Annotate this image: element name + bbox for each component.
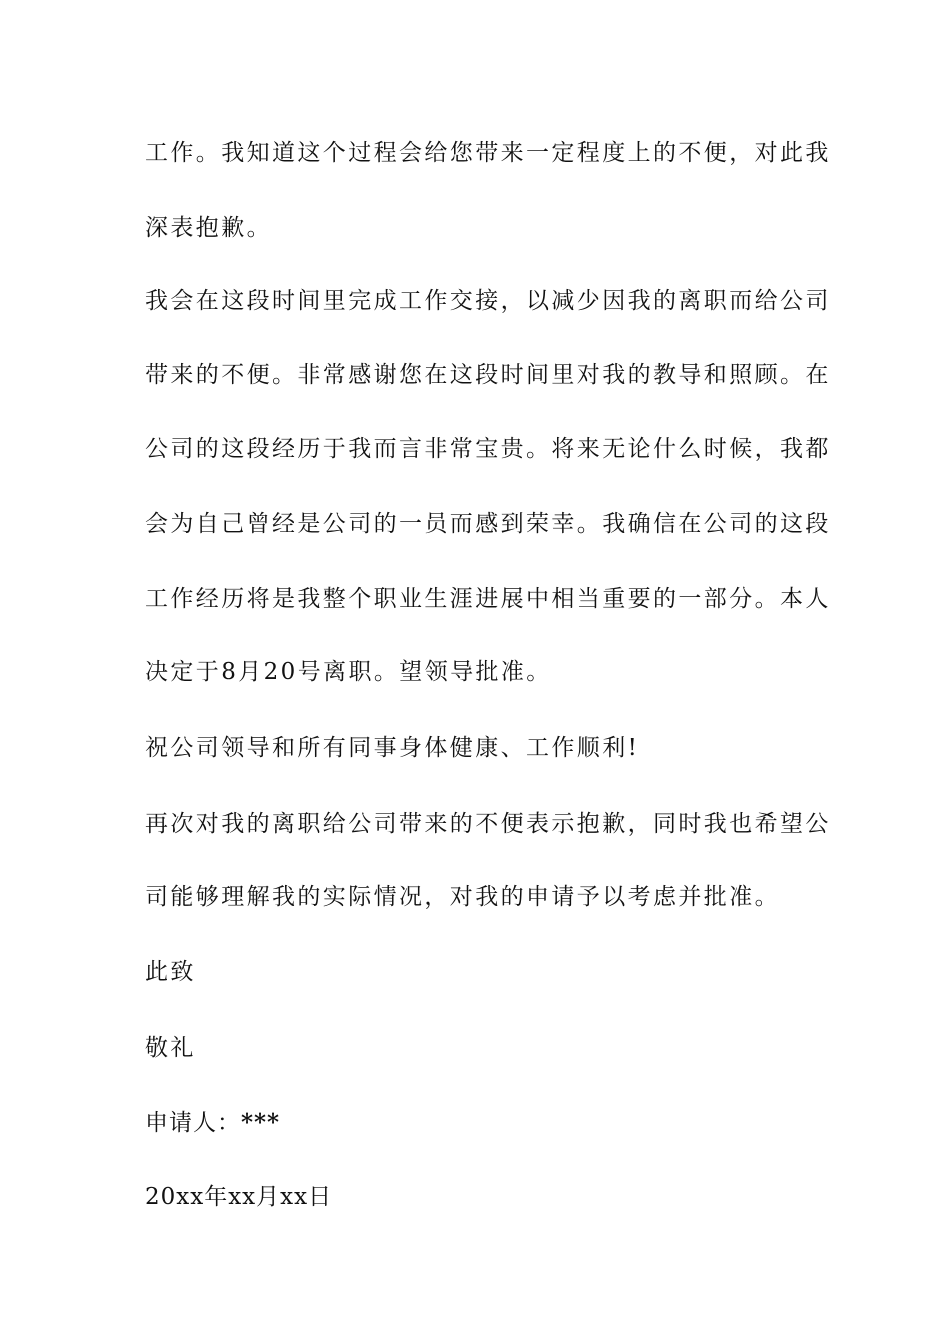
body-line-4: 带来的不便。非常感谢您在这段时间里对我的教导和照顾。在 <box>145 362 831 388</box>
body-line-3: 我会在这段时间里完成工作交接，以减少因我的离职而给公司 <box>145 288 831 314</box>
body-line-7: 工作经历将是我整个职业生涯进展中相当重要的一部分。本人 <box>145 586 831 612</box>
body-line-5: 公司的这段经历于我而言非常宝贵。将来无论什么时候，我都 <box>145 436 831 462</box>
applicant-label: 申请人： <box>145 1110 241 1136</box>
closing-salutation: 此致 <box>145 959 196 985</box>
body-line-6: 会为自己曾经是公司的一员而感到荣幸。我确信在公司的这段 <box>145 511 831 537</box>
applicant-line <box>145 1108 810 1138</box>
letter-date: 20xx年xx月xx日 <box>145 1184 333 1210</box>
body-line-9: 祝公司领导和所有同事身体健康、工作顺利! <box>145 735 640 761</box>
body-line-8: 决定于8月20号离职。望领导批准。 <box>145 659 552 685</box>
closing-respect: 敬礼 <box>145 1035 196 1061</box>
body-line-2: 深表抱歉。 <box>145 215 272 241</box>
applicant-name: *** <box>241 1109 281 1136</box>
body-line-10: 再次对我的离职给公司带来的不便表示抱歉，同时我也希望公 <box>145 811 831 837</box>
body-line-11: 司能够理解我的实际情况，对我的申请予以考虑并批准。 <box>145 884 780 910</box>
body-line-1: 工作。我知道这个过程会给您带来一定程度上的不便，对此我 <box>145 140 831 166</box>
